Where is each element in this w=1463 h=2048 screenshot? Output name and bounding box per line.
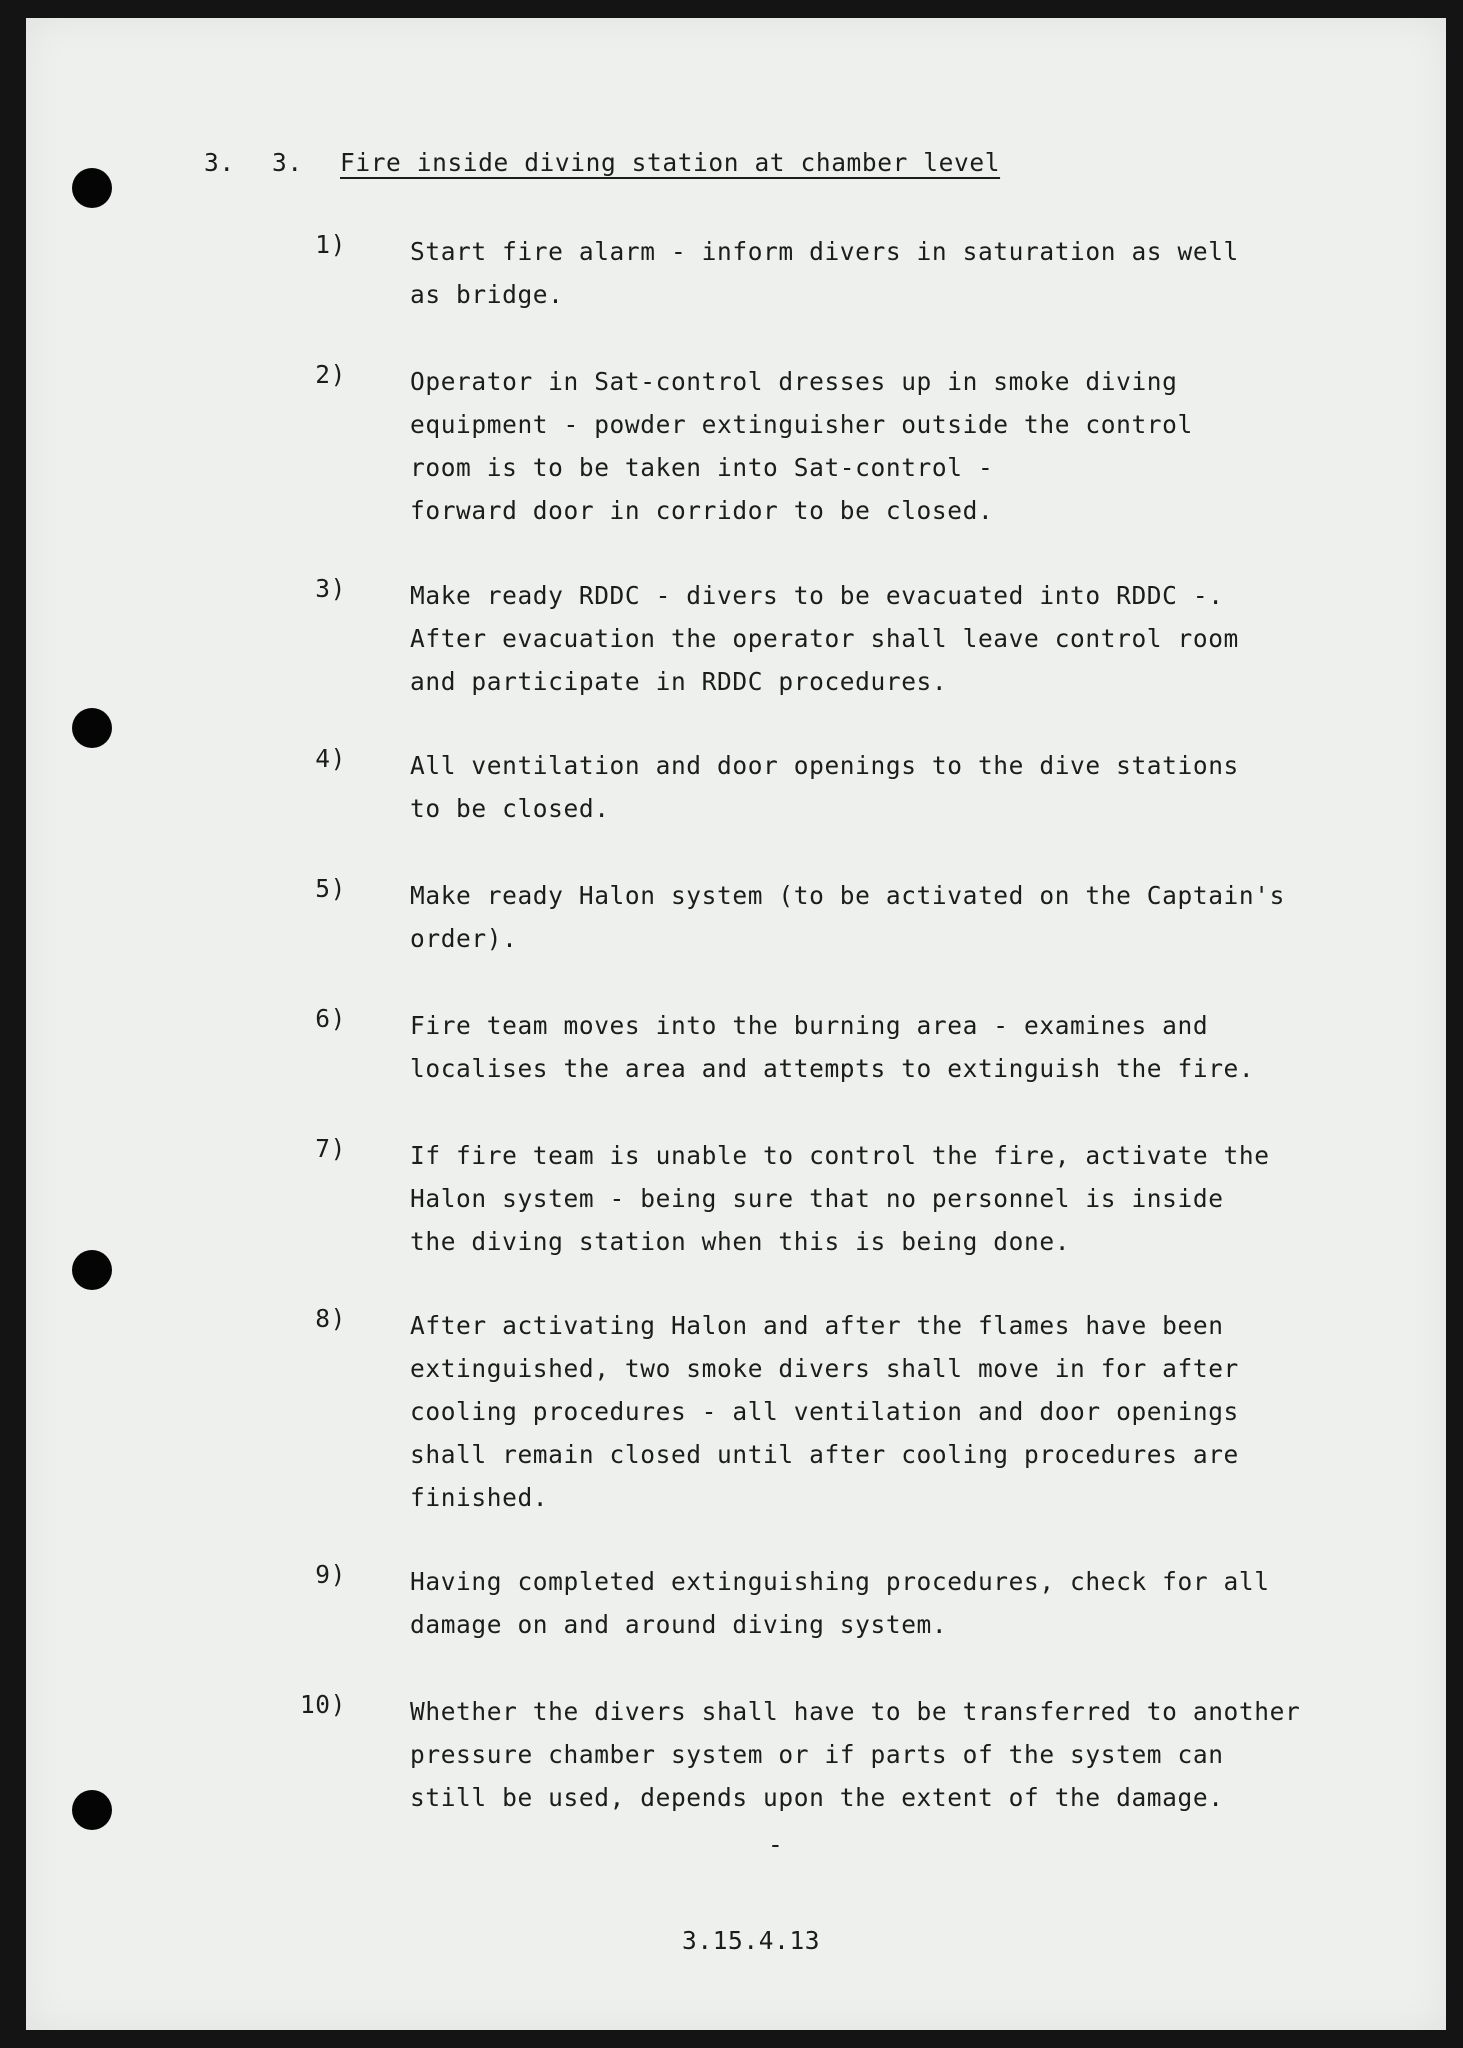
item-text-line: damage on and around diving system. — [410, 1610, 948, 1639]
item-text-line: still be used, depends upon the extent of the damage. — [410, 1783, 1224, 1812]
punch-hole — [72, 708, 112, 748]
item-text-line: After activating Halon and after the flames have been — [410, 1311, 1224, 1340]
item-text-line: Having completed extinguishing procedures, check for all — [410, 1567, 1270, 1596]
item-text — [410, 874, 1430, 960]
item-text-line: shall remain closed until after cooling procedures are — [410, 1440, 1239, 1469]
item-text-line: Start fire alarm - inform divers in saturation as well — [410, 237, 1239, 266]
punch-hole — [72, 1250, 112, 1290]
item-text — [410, 744, 1430, 830]
item-text-line: extinguished, two smoke divers shall move in for after — [410, 1354, 1239, 1383]
section-heading — [204, 148, 1000, 177]
item-number: 3) — [315, 574, 346, 603]
item-number: 9) — [315, 1560, 346, 1589]
item-text — [410, 1304, 1430, 1519]
item-text-line: All ventilation and door openings to the dive stations — [410, 751, 1239, 780]
end-mark: - — [768, 1830, 784, 1859]
item-text — [410, 1690, 1430, 1819]
item-text-line: equipment - powder extinguisher outside the control — [410, 410, 1193, 439]
item-text-line: finished. — [410, 1483, 549, 1512]
section-number: 3. — [204, 148, 235, 177]
item-text-line: pressure chamber system or if parts of the system can — [410, 1740, 1224, 1769]
item-number: 6) — [315, 1004, 346, 1033]
item-text — [410, 574, 1430, 703]
item-text-line: Halon system - being sure that no personnel is inside — [410, 1184, 1224, 1213]
item-text-line: cooling procedures - all ventilation and door openings — [410, 1397, 1239, 1426]
item-text-line: Make ready RDDC - divers to be evacuated into RDDC -. — [410, 581, 1224, 610]
punch-hole — [72, 168, 112, 208]
item-text — [410, 230, 1430, 316]
item-text-line: Make ready Halon system (to be activated on the Captain's — [410, 881, 1285, 910]
item-number: 1) — [315, 230, 346, 259]
item-text-line: If fire team is unable to control the fire, activate the — [410, 1141, 1270, 1170]
page-number: 3.15.4.13 — [682, 1926, 821, 1955]
item-text-line: and participate in RDDC procedures. — [410, 667, 948, 696]
item-text-line: the diving station when this is being done. — [410, 1227, 1071, 1256]
item-number: 2) — [315, 360, 346, 389]
item-number: 7) — [315, 1134, 346, 1163]
item-text-line: Fire team moves into the burning area - examines and — [410, 1011, 1209, 1040]
item-number: 10) — [299, 1690, 346, 1719]
item-text-line: forward door in corridor to be closed. — [410, 496, 994, 525]
subsection-number: 3. — [272, 148, 303, 177]
document-page — [26, 18, 1446, 2030]
item-text-line: Whether the divers shall have to be transferred to another — [410, 1697, 1301, 1726]
item-text-line: to be closed. — [410, 794, 610, 823]
item-text-line: order). — [410, 924, 518, 953]
item-number: 4) — [315, 744, 346, 773]
item-text-line: room is to be taken into Sat-control - — [410, 453, 994, 482]
item-text-line: After evacuation the operator shall leave control room — [410, 624, 1239, 653]
item-text — [410, 1004, 1430, 1090]
item-text-line: localises the area and attempts to extinguish the fire. — [410, 1054, 1255, 1083]
item-text — [410, 1134, 1430, 1263]
item-text-line: Operator in Sat-control dresses up in smoke diving — [410, 367, 1178, 396]
item-text-line: as bridge. — [410, 280, 564, 309]
item-number: 5) — [315, 874, 346, 903]
punch-hole — [72, 1790, 112, 1830]
item-text — [410, 360, 1430, 532]
item-text — [410, 1560, 1430, 1646]
item-number: 8) — [315, 1304, 346, 1333]
section-title: Fire inside diving station at chamber level — [340, 148, 1001, 177]
